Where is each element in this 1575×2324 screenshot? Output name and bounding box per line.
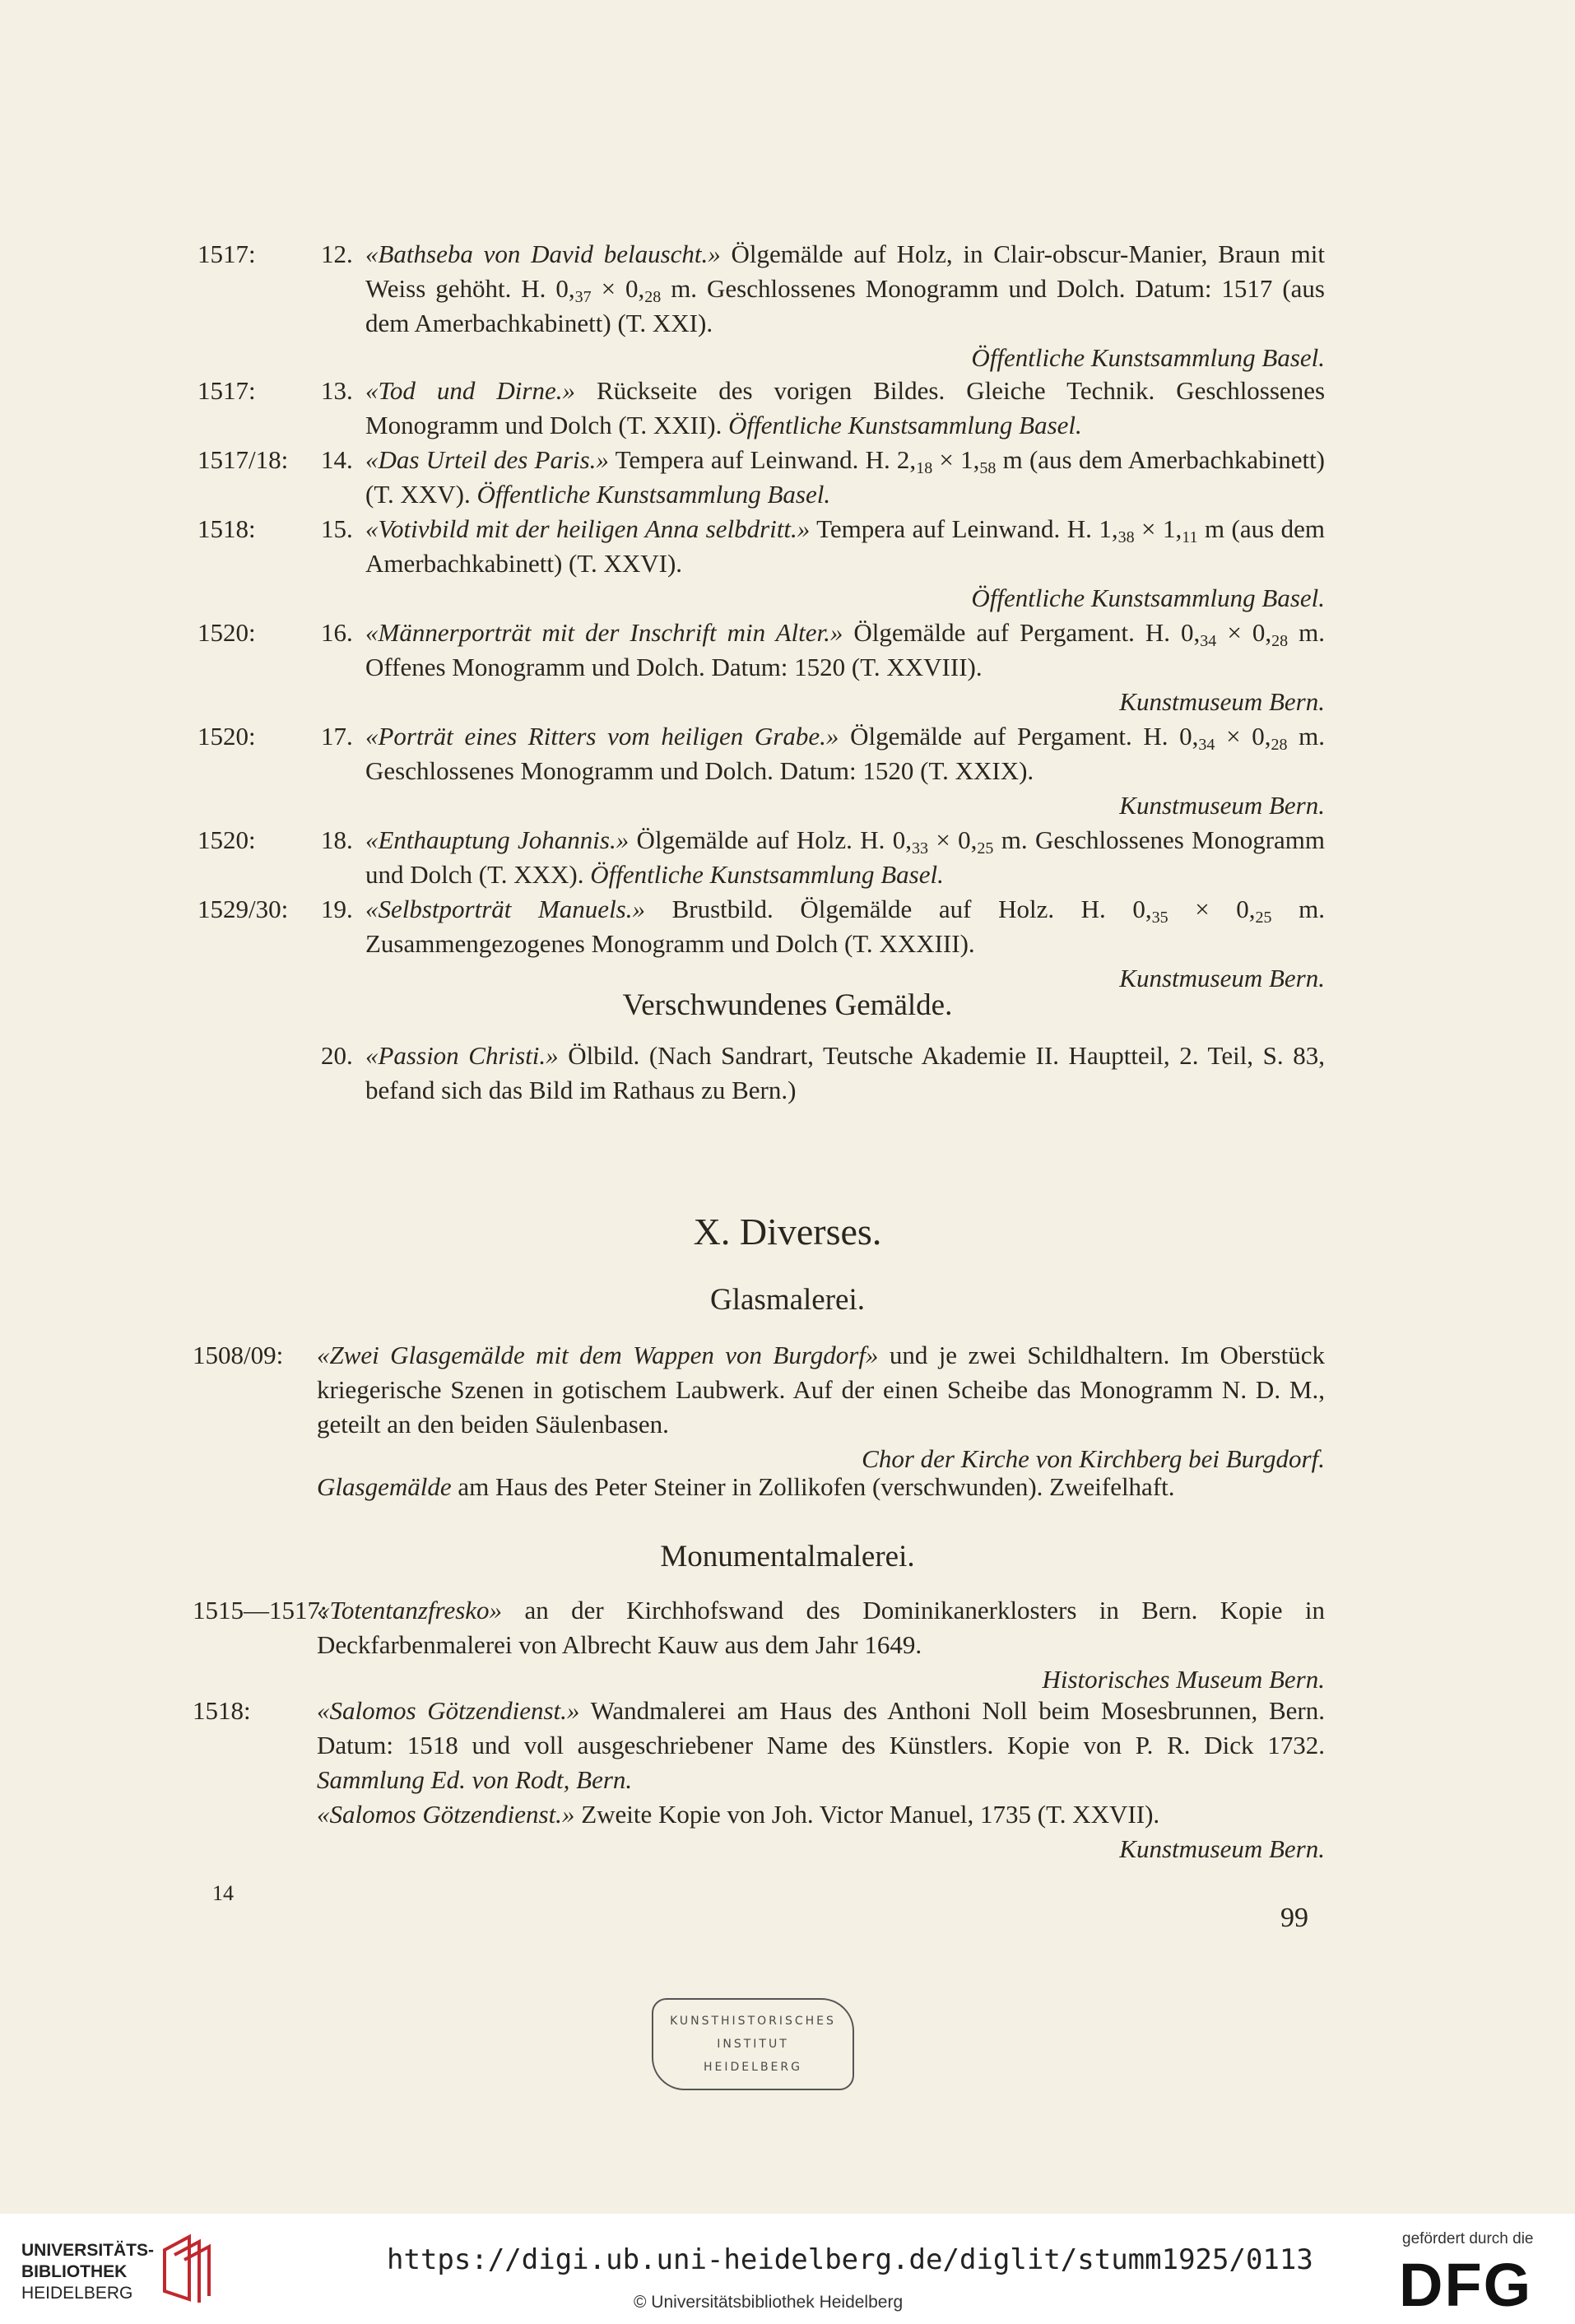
catalog-entry: 1520: 16. «Männerporträt mit der Inschrift min Alter.» Ölgemälde auf Pergament. H. $0,_{34} \times 0,_{28}$ m. Offenes Monogramm und Dolch. Datum: 1520 (T. XXVIII). Kunstmuseum Bern. [197, 616, 1325, 719]
entry-number: 19. [321, 895, 353, 923]
funding-note: gefördert durch die [1402, 2230, 1534, 2247]
entry-location: Kunstmuseum Bern. [1119, 687, 1325, 716]
catalog-entry: 1517: 12. «Bathseba von David belauscht.» Ölgemälde auf Holz, in Clair-obscur-Manier, Braun mit Weiss gehöht. H. $0,_{37} \times 0,_{28}$ m. Geschlossenes Monogramm und Dolch. Datum: 1517 (aus dem Amerbachkabinett) (T. XXI). Öffentliche Kunstsammlung Basel. [197, 237, 1325, 375]
entry-number: 15. [321, 514, 353, 543]
entry-title: «Selbstporträt Manuels.» [365, 895, 645, 923]
entry-date: 1508/09: [193, 1341, 284, 1369]
entry-date: 1518: [197, 514, 256, 543]
entry-location: Sammlung Ed. von Rodt, Bern. [317, 1765, 633, 1794]
entry-title: «Salomos Götzendienst.» [317, 1696, 580, 1725]
entry-date: 1517: [197, 239, 256, 268]
catalog-entry: Glasgemälde am Haus des Peter Steiner in Zollikofen (verschwunden). Zweifelhaft. [317, 1472, 1175, 1501]
entry-title: «Votivbild mit der heiligen Anna selbdritt.» [365, 514, 811, 543]
section-heading: Verschwundenes Gemälde. [622, 988, 953, 1022]
catalog-entry: 1518: 15. «Votivbild mit der heiligen Anna selbdritt.» Tempera auf Leinwand. H. $1,_{38} \times 1,_{11}$ m (aus dem Amerbachkabinett) (T. XXVI). Öffentliche Kunstsammlung Basel. [197, 512, 1325, 616]
chapter-heading: X. Diverses. [693, 1211, 882, 1253]
entry-title: «Tod und Dirne.» [365, 376, 575, 405]
entry-date: 1529/30: [197, 895, 289, 923]
entry-number: 13. [321, 376, 353, 405]
catalog-entry: 1529/30: 19. «Selbstporträt Manuels.» Brustbild. Ölgemälde auf Holz. H. $0,_{35} \times 0,_{25}$ m. Zusammengezogenes Monogramm und Dolch (T. XXXIII). Kunstmuseum Bern. [197, 892, 1325, 996]
entry-location: Öffentliche Kunstsammlung Basel. [590, 860, 944, 889]
library-logo-icon [156, 2233, 219, 2303]
entry-location: Kunstmuseum Bern. [1119, 791, 1325, 820]
entry-title: «Männerporträt mit der Inschrift min Alter.» [365, 618, 843, 647]
entry-number: 12. [321, 239, 353, 268]
signature-mark: 14 [212, 1881, 234, 1905]
copyright-notice: © Universitätsbibliothek Heidelberg [634, 2293, 904, 2312]
entry-date: 1520: [197, 825, 256, 854]
entry-date: 1520: [197, 618, 256, 647]
entry-title: «Porträt eines Ritters vom heiligen Grabe.» [365, 722, 839, 751]
entry-date: 1517: [197, 376, 256, 405]
entry-location: Öffentliche Kunstsammlung Basel. [728, 411, 1082, 439]
catalog-entry: 1508/09: «Zwei Glasgemälde mit dem Wappen von Burgdorf» und je zwei Schildhaltern. Im Oberstück kriegerische Szenen in gotischem Laubwerk. Auf der einen Scheibe das Monogramm N. D. M., geteilt an den beiden Säulenbasen. Chor der Kirche von Kirchberg bei Burgdorf. [197, 1338, 1325, 1476]
entry-date: 1515—1517: [193, 1596, 328, 1624]
entry-date: 1518: [193, 1696, 251, 1725]
entry-number: 14. [321, 445, 353, 474]
entry-location: Öffentliche Kunstsammlung Basel. [971, 343, 1325, 372]
permalink-url[interactable]: https://digi.ub.uni-heidelberg.de/diglit/stumm1925/0113 [387, 2243, 1313, 2276]
section-heading: Glasmalerei. [710, 1283, 865, 1317]
entry-location: Kunstmuseum Bern. [1119, 964, 1325, 992]
catalog-entry: 20. «Passion Christi.» Ölbild. (Nach Sandrart, Teutsche Akademie II. Hauptteil, 2. Teil, S. 83, befand sich das Bild im Rathaus zu Bern.) [197, 1039, 1325, 1108]
entry-title: «Das Urteil des Paris.» [365, 445, 609, 474]
entry-location: Chor der Kirche von Kirchberg bei Burgdorf. [862, 1444, 1325, 1473]
entry-date: 1517/18: [197, 445, 289, 474]
entry-number: 17. [321, 722, 353, 751]
entry-title: Glasgemälde [317, 1472, 452, 1501]
catalog-entry: 1520: 18. «Enthauptung Johannis.» Ölgemälde auf Holz. H. $0,_{33} \times 0,_{25}$ m. Geschlossenes Monogramm und Dolch (T. XXX). Öffentliche Kunstsammlung Basel. [197, 823, 1325, 892]
catalog-entry: 1517: 13. «Tod und Dirne.» Rückseite des vorigen Bildes. Gleiche Technik. Geschlossenes Monogramm und Dolch (T. XXII). Öffentliche Kunstsammlung Basel. [197, 374, 1325, 443]
entry-date: 1520: [197, 722, 256, 751]
entry-title: «Bathseba von David belauscht.» [365, 239, 721, 268]
entry-number: 16. [321, 618, 353, 647]
library-logo[interactable]: UNIVERSITÄTS- BIBLIOTHEK HEIDELBERG [21, 2241, 155, 2303]
entry-title: «Zwei Glasgemälde mit dem Wappen von Burgdorf» [317, 1341, 879, 1369]
entry-location: Historisches Museum Bern. [1042, 1665, 1325, 1694]
entry-location: Öffentliche Kunstsammlung Basel. [971, 583, 1325, 612]
entry-number: 20. [321, 1041, 353, 1070]
catalog-entry: 1518: «Salomos Götzendienst.» Wandmalerei am Haus des Anthoni Noll beim Mosesbrunnen, Bern. Datum: 1518 und voll ausgeschriebener Name des Künstlers. Kopie von P. R. Dick 1732. Sammlung Ed. von Rodt, Bern. [197, 1694, 1325, 1797]
entry-title: «Passion Christi.» [365, 1041, 559, 1070]
entry-location: Kunstmuseum Bern. [1119, 1834, 1325, 1863]
entry-title: «Enthauptung Johannis.» [365, 825, 630, 854]
catalog-entry: 1520: 17. «Porträt eines Ritters vom heiligen Grabe.» Ölgemälde auf Pergament. H. $0,_{34} \times 0,_{28}$ m. Geschlossenes Monogramm und Dolch. Datum: 1520 (T. XXIX). Kunstmuseum Bern. [197, 719, 1325, 823]
viewer-footer [0, 2214, 1575, 2324]
entry-number: 18. [321, 825, 353, 854]
catalog-entry: 1517/18: 14. «Das Urteil des Paris.» Tempera auf Leinwand. H. $2,_{18} \times 1,_{58}$ m (aus dem Amerbachkabinett) (T. XXV). Öffentliche Kunstsammlung Basel. [197, 443, 1325, 512]
entry-title: «Totentanzfresko» [317, 1596, 503, 1624]
entry-title: «Salomos Götzendienst.» [317, 1800, 575, 1829]
dfg-logo[interactable]: DFG [1399, 2251, 1533, 2319]
catalog-entry: «Salomos Götzendienst.» Zweite Kopie von Joh. Victor Manuel, 1735 (T. XXVII). Kunstmuseum Bern. [197, 1797, 1325, 1866]
catalog-entry: 1515—1517: «Totentanzfresko» an der Kirchhofswand des Dominikanerklosters in Bern. Kopie in Deckfarbenmalerei von Albrecht Kauw aus dem Jahr 1649. Historisches Museum Bern. [197, 1593, 1325, 1697]
entry-location: Öffentliche Kunstsammlung Basel. [476, 480, 831, 509]
page-number: 99 [1280, 1903, 1308, 1933]
section-heading: Monumentalmalerei. [660, 1540, 915, 1573]
institute-stamp: KUNSTHISTORISCHES INSTITUT HEIDELBERG [652, 1998, 854, 2090]
